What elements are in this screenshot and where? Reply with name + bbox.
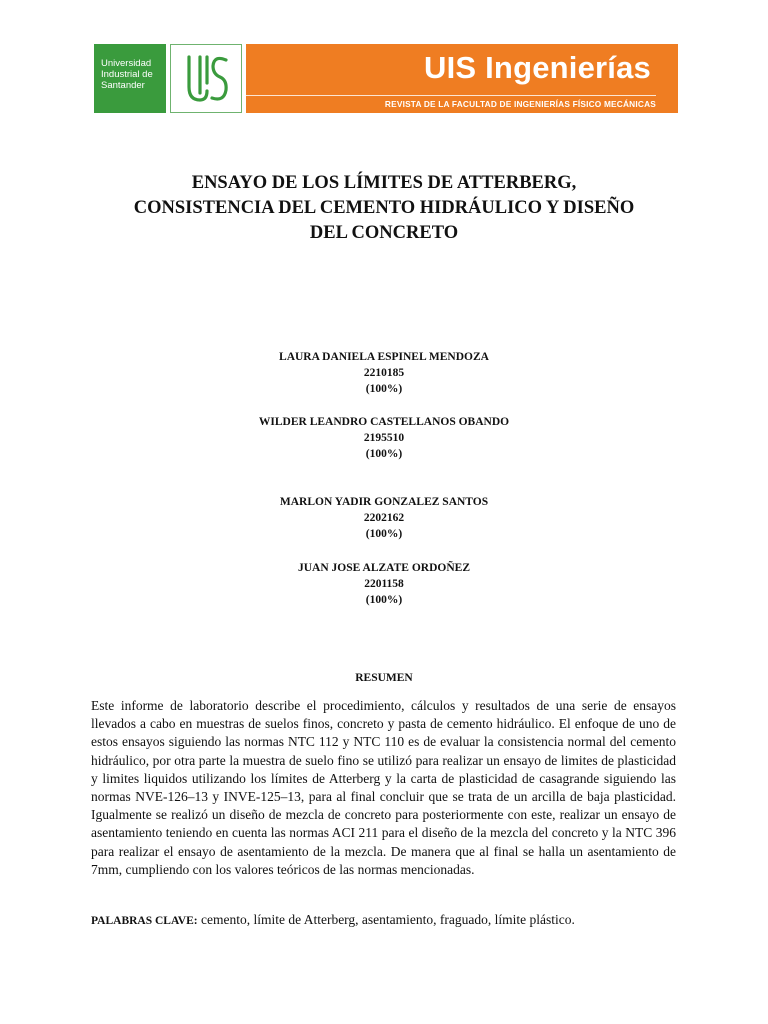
author-code: 2201158 bbox=[364, 578, 404, 590]
journal-brand: UIS Ingenierías bbox=[424, 50, 651, 85]
keywords-label: PALABRAS CLAVE: bbox=[91, 915, 198, 927]
author-share: (100%) bbox=[365, 528, 403, 540]
abstract-text: Este informe de laboratorio describe el procedimiento, cálculos y resultados de una serie de ensayos llevados a cabo en muestras de suelos finos, concreto y pasta de cemento hidráulico. El enfoque de uno de estos ensayos siguiendo las normas NTC 112 y NTC 110 es de evaluar la consistencia normal del cemento hidráulico, por otra parte la muestra de suelo fino se utilizó para realizar un ensayo de limites de plasticidad y limites liquidos utilizando los límites de Atterberg y la carta de plasticidad de casagrande siguiendo las normas NVE-126–13 y INVE-125–13, para al final concluir que se trata de un arcilla de baja plasticidad. Igualmente se realizó un diseño de mezcla de concreto para posteriormente con este, realizar un ensayo de asentamiento teniendo en cuenta las normas ACI 211 para el diseño de la mezcla del concreto y la NTC 396 para realizar el ensayo de asentamiento de la mezcla. De manera que al final se halla un asentamiento de 7mm, cumpliendo con los valores teóricos de las normas mencionadas. bbox=[91, 698, 676, 877]
paper-title bbox=[90, 171, 678, 246]
university-name-block bbox=[94, 44, 166, 113]
uis-logo bbox=[170, 44, 242, 113]
author-code: 2195510 bbox=[363, 432, 405, 444]
keywords-text: cemento, límite de Atterberg, asentamiento, fraguado, límite plástico. bbox=[197, 912, 575, 927]
author-block bbox=[0, 560, 768, 608]
banner-divider bbox=[246, 95, 656, 96]
title-line: DEL CONCRETO bbox=[309, 223, 459, 243]
author-code: 2202162 bbox=[363, 512, 405, 524]
author-name: WILDER LEANDRO CASTELLANOS OBANDO bbox=[258, 416, 510, 428]
author-share: (100%) bbox=[365, 594, 403, 606]
journal-tagline: REVISTA DE LA FACULTAD DE INGENIERÍAS FÍSICO MECÁNICAS bbox=[384, 99, 656, 109]
university-line: Industrial de bbox=[101, 69, 153, 80]
title-line: CONSISTENCIA DEL CEMENTO HIDRÁULICO Y DISEÑO bbox=[133, 198, 635, 218]
author-block bbox=[0, 349, 768, 397]
author-name: JUAN JOSE ALZATE ORDOÑEZ bbox=[297, 562, 470, 574]
author-share: (100%) bbox=[365, 383, 403, 395]
author-block bbox=[0, 414, 768, 462]
author-block bbox=[0, 494, 768, 542]
title-line: ENSAYO DE LOS LÍMITES DE ATTERBERG, bbox=[191, 173, 577, 193]
journal-header bbox=[94, 44, 678, 113]
author-code: 2210185 bbox=[363, 367, 405, 379]
university-line: Universidad bbox=[101, 58, 152, 69]
journal-banner bbox=[246, 44, 678, 113]
uis-logo-icon bbox=[184, 53, 230, 105]
author-name: MARLON YADIR GONZALEZ SANTOS bbox=[279, 496, 489, 508]
keywords bbox=[91, 911, 676, 930]
abstract-heading: RESUMEN bbox=[355, 672, 413, 684]
author-name: LAURA DANIELA ESPINEL MENDOZA bbox=[279, 351, 489, 363]
author-share: (100%) bbox=[365, 448, 403, 460]
university-line: Santander bbox=[101, 80, 145, 91]
